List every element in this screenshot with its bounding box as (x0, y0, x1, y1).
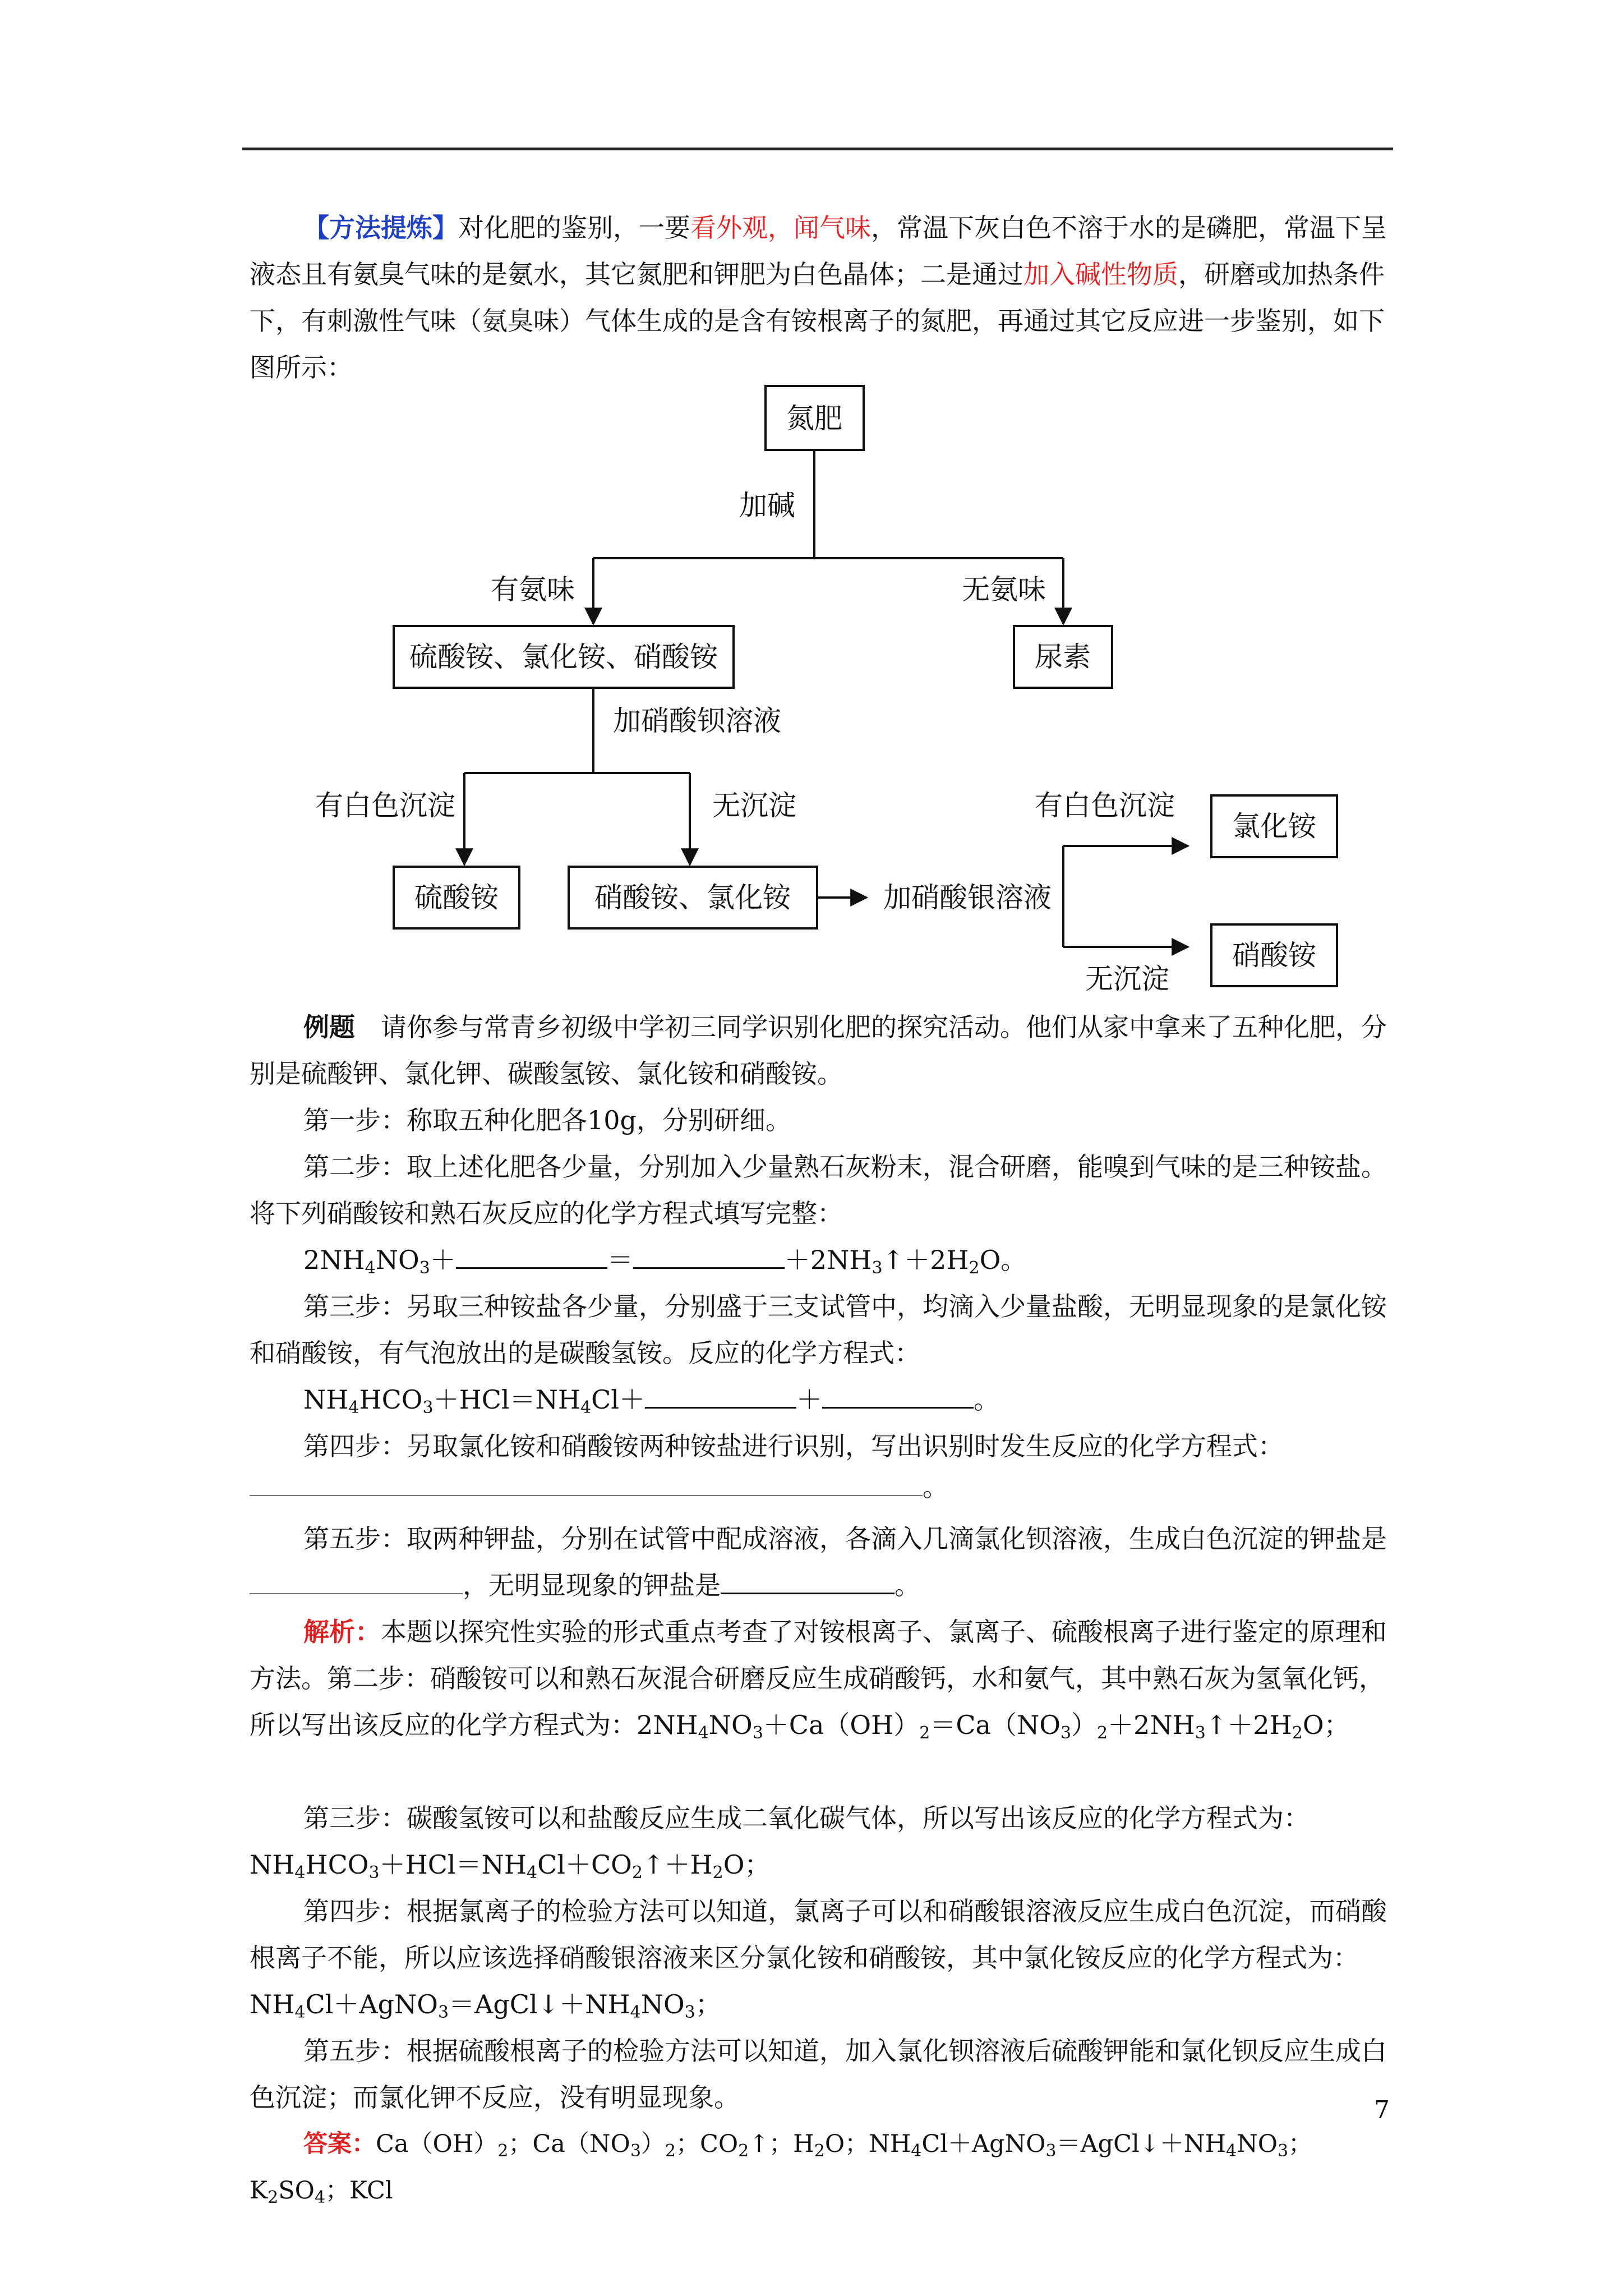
analysis-paragraph-1: 解析：本题以探究性实验的形式重点考查了对铵根离子、氯离子、硫酸根离子进行鉴定的原理和方法。第二步：硝酸铵可以和熟石灰混合研磨反应生成硝酸钙，水和氨气，其中熟石灰为氢氧化钙，所以写出该反应的化学方程式为：$2NH_4NO_3+Ca(OH)_2=Ca(NO_3)_2+2NH_3↑+2H_2O$； (250, 1617, 1387, 1743)
node-nitrogen: 氮肥 (786, 402, 842, 435)
blank-7[interactable] (721, 1570, 895, 1594)
node-ammonium-nitrate: 硝酸铵 (1232, 939, 1316, 972)
example-label: 例题 (303, 1012, 355, 1042)
method-text-1: 对化肥的鉴别，一要 (458, 213, 690, 243)
blank-3[interactable] (645, 1384, 796, 1409)
blank-2[interactable] (633, 1245, 785, 1269)
page-number: 7 (1374, 2096, 1390, 2124)
step-5: 第五步：取两种钾盐，分别在试管中配成溶液，各滴入几滴氯化钡溶液，生成白色沉淀的钾盐是，无明显现象的钾盐是 。 (250, 1516, 1399, 1609)
nitrogen-fertilizer-flowchart (0, 0, 1623, 1010)
example-intro-text: 请你参与常青乡初级中学初三同学识别化肥的探究活动。他们从家中拿来了五种化肥，分别是硫酸钾、氯化钾、碳酸氢铵、氯化铵和硝酸铵。 (250, 1012, 1387, 1089)
label-has-ammonia: 有氨味 (491, 573, 575, 606)
step-3-equation: $NH_4HCO_3+HCl=NH_4Cl+$ ＋ 。 (303, 1384, 999, 1418)
analysis-paragraph-4: 第五步：根据硫酸根离子的检验方法可以知道，加入氯化钡溶液后硫酸钾能和氯化钡反应生成白色沉淀；而氯化钾不反应，没有明显现象。 (250, 2036, 1387, 2113)
answer-label: 答案： (303, 2130, 376, 2158)
label-white-precipitate-2: 有白色沉淀 (1035, 789, 1175, 822)
node-nitrate-chloride: 硝酸铵、氯化铵 (594, 881, 791, 914)
label-add-base: 加碱 (739, 489, 795, 522)
step-2: 第二步：取上述化肥各少量，分别加入少量熟石灰粉末，混合研磨，能嗅到气味的是三种铵盐。将下列硝酸铵和熟石灰反应的化学方程式填写完整： (250, 1152, 1387, 1228)
blank-5[interactable] (250, 1473, 923, 1496)
example-intro (250, 1004, 1399, 1097)
label-no-ammonia: 无氨味 (962, 573, 1046, 606)
label-no-precipitate-1: 无沉淀 (712, 789, 796, 822)
step-4-answer-line: 。 (250, 1464, 1399, 1511)
analysis-paragraph-2: 第三步：碳酸氢铵可以和盐酸反应生成二氧化碳气体，所以写出该反应的化学方程式为：$NH_4HCO_3+HCl=NH_4Cl+CO_2↑+H_2O$； (250, 1803, 1310, 1883)
method-text-3: ，研磨或加热条件下，有刺激性气味（氨臭味）气体生成的是含有铵根离子的氮肥，再通过其它反应进一步鉴别，如下图所示： (250, 259, 1385, 383)
node-urea: 尿素 (1035, 641, 1091, 673)
node-ammonium-sulfate: 硫酸铵 (414, 881, 499, 914)
node-ammonium-three: 硫酸铵、氯化铵、硝酸铵 (409, 641, 718, 673)
label-add-barium-nitrate: 加硝酸钡溶液 (613, 705, 781, 737)
analysis-label: 解析： (303, 1617, 381, 1647)
blank-1[interactable] (456, 1245, 607, 1269)
blank-6[interactable] (250, 1571, 463, 1594)
label-white-precipitate-1: 有白色沉淀 (315, 789, 455, 822)
answer-line: 答案：$Ca(OH)_2$；$Ca(NO_3)_2$；$CO_2↑$；$H_2O$；$NH_4Cl+AgNO_3=AgCl↓+NH_4NO_3$；$K_2SO_4$；KCl (250, 2130, 1313, 2207)
label-no-precipitate-2: 无沉淀 (1085, 963, 1169, 995)
label-add-silver-nitrate: 加硝酸银溶液 (883, 881, 1052, 914)
step-3: 第三步：另取三种铵盐各少量，分别盛于三支试管中，均滴入少量盐酸，无明显现象的是氯化铵和硝酸铵，有气泡放出的是碳酸氢铵。反应的化学方程式： (250, 1291, 1387, 1368)
analysis-paragraph-3: 第四步：根据氯离子的检验方法可以知道，氯离子可以和硝酸银溶液反应生成白色沉淀，而硝酸根离子不能，所以应该选择硝酸银溶液来区分氯化铵和硝酸铵，其中氯化铵反应的化学方程式为：$NH_4Cl+AgNO_3=AgCl↓+NH_4NO_3$； (250, 1896, 1387, 2022)
blank-4[interactable] (822, 1384, 974, 1409)
method-label: 【方法提炼】 (303, 213, 458, 243)
node-ammonium-chloride: 氯化铵 (1232, 810, 1316, 843)
step-1: 第一步：称取五种化肥各10g，分别研细。 (303, 1105, 791, 1135)
method-highlight-2: 加入碱性物质 (1023, 259, 1178, 289)
step-2-equation: $2NH_4NO_3+$ ＝ $+2NH_3↑+2H_2O$。 (303, 1245, 1027, 1278)
method-text-2: ，常温下灰白色不溶于水的是磷肥，常温下呈液态且有氨臭气味的是氨水，其它氮肥和钾肥为白色晶体；二是通过 (250, 213, 1387, 289)
method-highlight-1: 看外观，闻气味 (690, 213, 871, 243)
step-4: 第四步：另取氯化铵和硝酸铵两种铵盐进行识别，写出识别时发生反应的化学方程式： (303, 1431, 1284, 1461)
